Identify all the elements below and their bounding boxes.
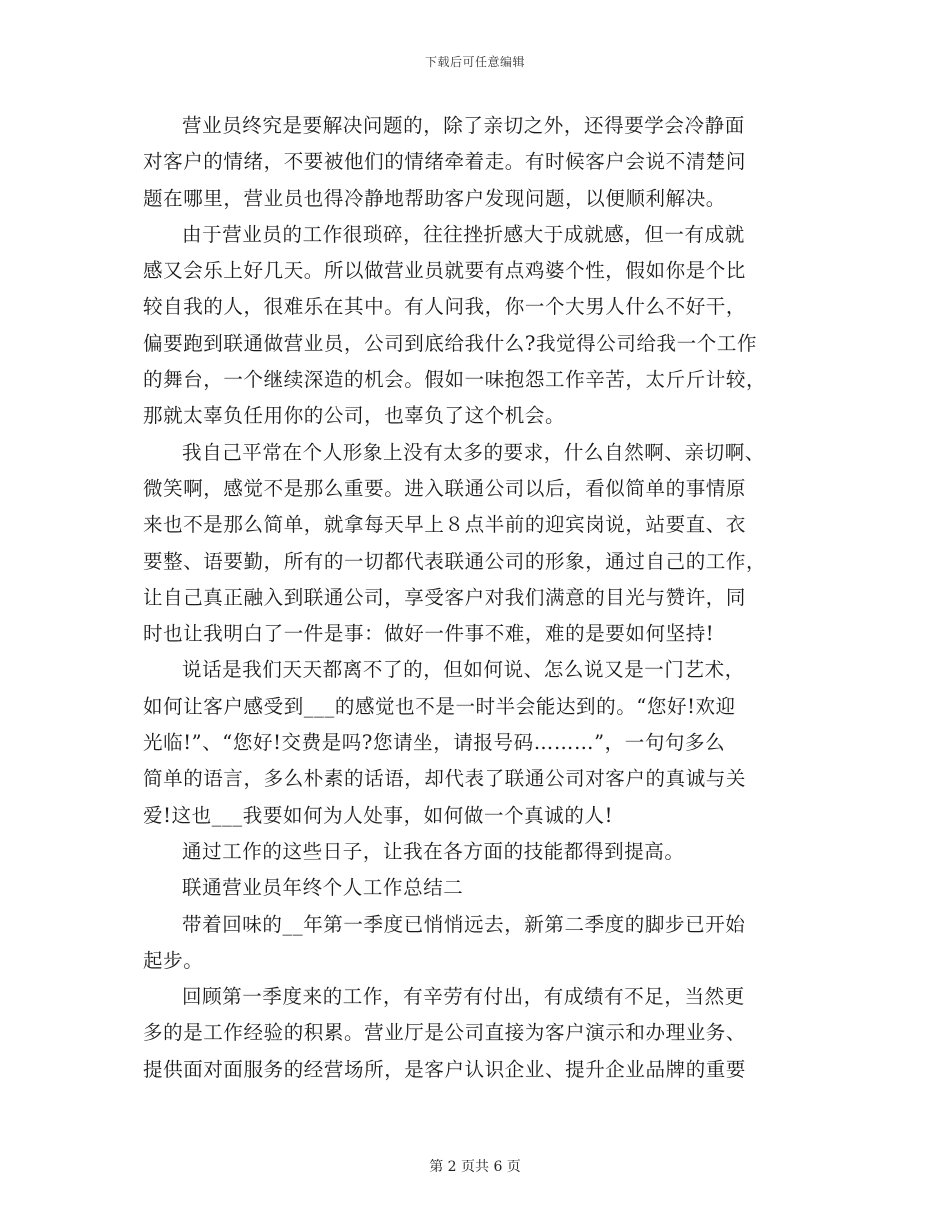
paragraph-5 xyxy=(143,834,807,870)
paragraph-7 xyxy=(143,907,807,980)
text-line: 感又会乐上好几天。所以做营业员就要有点鸡婆个性，假如你是个比 xyxy=(143,259,747,283)
paragraph-4 xyxy=(143,652,807,833)
text-line: 对客户的情绪，不要被他们的情绪牵着走。有时候客户会说不清楚问 xyxy=(143,150,747,174)
page-number: 第 2 页共 6 页 xyxy=(429,1159,521,1175)
text-line: 较自我的人，很难乐在其中。有人问我，你一个大男人什么不好干， xyxy=(143,295,747,319)
document-body xyxy=(143,108,807,1088)
text-line: 要整、语要勤，所有的一切都代表联通公司的形象，通过自己的工作， xyxy=(143,549,767,573)
text-line: 我自己平常在个人形象上没有太多的要求，什么自然啊、亲切啊、 xyxy=(182,440,765,464)
text-line: 让自己真正融入到联通公司，享受客户对我们满意的目光与赞许，同 xyxy=(143,585,747,609)
text-line: 由于营业员的工作很琐碎，往往挫折感大于成就感，但一有成就 xyxy=(182,222,745,246)
text-line: 偏要跑到联通做营业员，公司到底给我什么?我觉得公司给我一个工作 xyxy=(143,331,758,355)
text-line: 说话是我们天天都离不了的，但如何说、怎么说又是一门艺术， xyxy=(182,658,745,682)
text-line: 营业员终究是要解决问题的，除了亲切之外，还得要学会冷静面 xyxy=(182,114,745,137)
text-line: 光临!”、“您好!交费是吗?您请坐，请报号码………”，一句句多么 xyxy=(143,731,726,755)
text-line: 题在哪里，营业员也得冷静地帮助客户发现问题，以便顺利解决。 xyxy=(143,186,726,210)
paragraph-1 xyxy=(143,108,807,217)
text-line: 起步。 xyxy=(143,948,204,972)
text-line: 爱!这也___我要如何为人处事，如何做一个真诚的人! xyxy=(143,803,614,827)
text-line: 简单的语言，多么朴素的话语，却代表了联通公司对客户的真诚与关 xyxy=(143,767,747,791)
page-header-note: 下载后可任意编辑 xyxy=(424,55,525,69)
paragraph-2 xyxy=(143,217,807,435)
text-line: 微笑啊，感觉不是那么重要。进入联通公司以后，看似简单的事情原 xyxy=(143,476,747,500)
text-line: 通过工作的这些日子，让我在各方面的技能都得到提高。 xyxy=(182,839,685,863)
section-heading xyxy=(143,870,807,906)
text-line: 联通营业员年终个人工作总结二 xyxy=(182,876,464,900)
text-line: 那就太辜负任用你的公司，也辜负了这个机会。 xyxy=(143,404,566,428)
paragraph-3 xyxy=(143,435,807,653)
text-line: 如何让客户感受到___的感觉也不是一时半会能达到的。“您好!欢迎 xyxy=(143,694,736,718)
paragraph-8 xyxy=(143,979,807,1088)
text-line: 来也不是那么简单，就拿每天早上８点半前的迎宾岗说，站要直、衣 xyxy=(143,513,747,537)
text-line: 时也让我明白了一件是事：做好一件事不难，难的是要如何坚持! xyxy=(143,622,715,646)
text-line: 带着回味的__年第一季度已悄悄远去，新第二季度的脚步已开始 xyxy=(182,912,746,936)
text-line: 多的是工作经验的积累。营业厅是公司直接为客户演示和办理业务、 xyxy=(143,1021,747,1045)
text-line: 提供面对面服务的经营场所，是客户认识企业、提升企业品牌的重要 xyxy=(143,1057,747,1081)
text-line: 回顾第一季度来的工作，有辛劳有付出，有成绩有不足，当然更 xyxy=(182,985,745,1009)
text-line: 的舞台，一个继续深造的机会。假如一味抱怨工作辛苦，太斤斤计较， xyxy=(143,368,767,392)
